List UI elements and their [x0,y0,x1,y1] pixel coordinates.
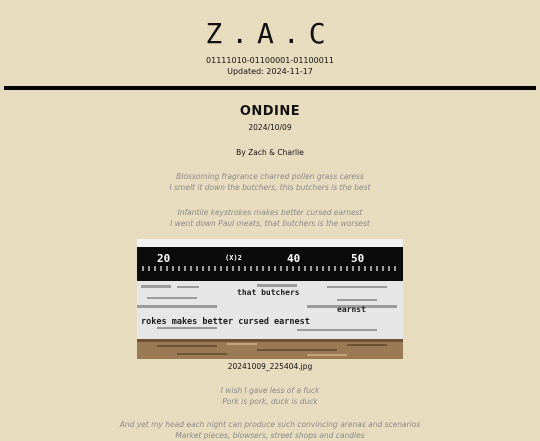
image-text-row: rokes makes better cursed earnest [141,317,310,327]
site-title[interactable]: Z.A.C [205,17,335,50]
verse-line: Infantile keystrokes makes better cursed earnest [177,208,363,217]
post-image-graphic [137,239,403,359]
stanza-1 [0,171,540,193]
site-updated-date: Updated: 2024-11-17 [227,67,313,76]
post-title[interactable]: ONDINE [239,104,301,119]
verse-line: I went down Paul meats, that butchers is the worsest [170,219,370,228]
image-caption: 20241009_225404.jpg [227,362,313,371]
post [0,104,540,441]
verse-line: I wish I gave less of a fuck [220,386,320,395]
post-image[interactable] [137,239,403,359]
stanza-2 [0,207,540,229]
stanza-4 [0,419,540,441]
post-authors: By Zach & Charlie [236,148,304,157]
verse-line: I smelt it down the butchers, this butchers is the best [169,183,371,192]
verse-line: Market pieces, blowsers, street shops and candles [175,431,365,440]
post-date: 2024/10/09 [248,123,292,132]
verse-line: And yet my head each night can produce such convincing arenas and scenarios [119,420,421,429]
verse-line: Pork is pork, duck is duck [222,397,318,406]
ruler-label: 20 [157,252,171,265]
image-text-row: earnst [337,305,366,314]
header-divider [4,86,536,90]
stanza-3 [0,385,540,407]
image-text-row: that butchers [237,288,300,297]
verse-line: Blossoming fragrance charred pollen grass caress [176,172,364,181]
site-binary-tagline: 01111010-01100001-01100011 [206,56,334,65]
site-header [0,0,540,76]
ruler-label: 50 [351,252,365,265]
ruler-label: 40 [287,252,301,265]
ruler-prefix: (X)2 [225,254,242,262]
